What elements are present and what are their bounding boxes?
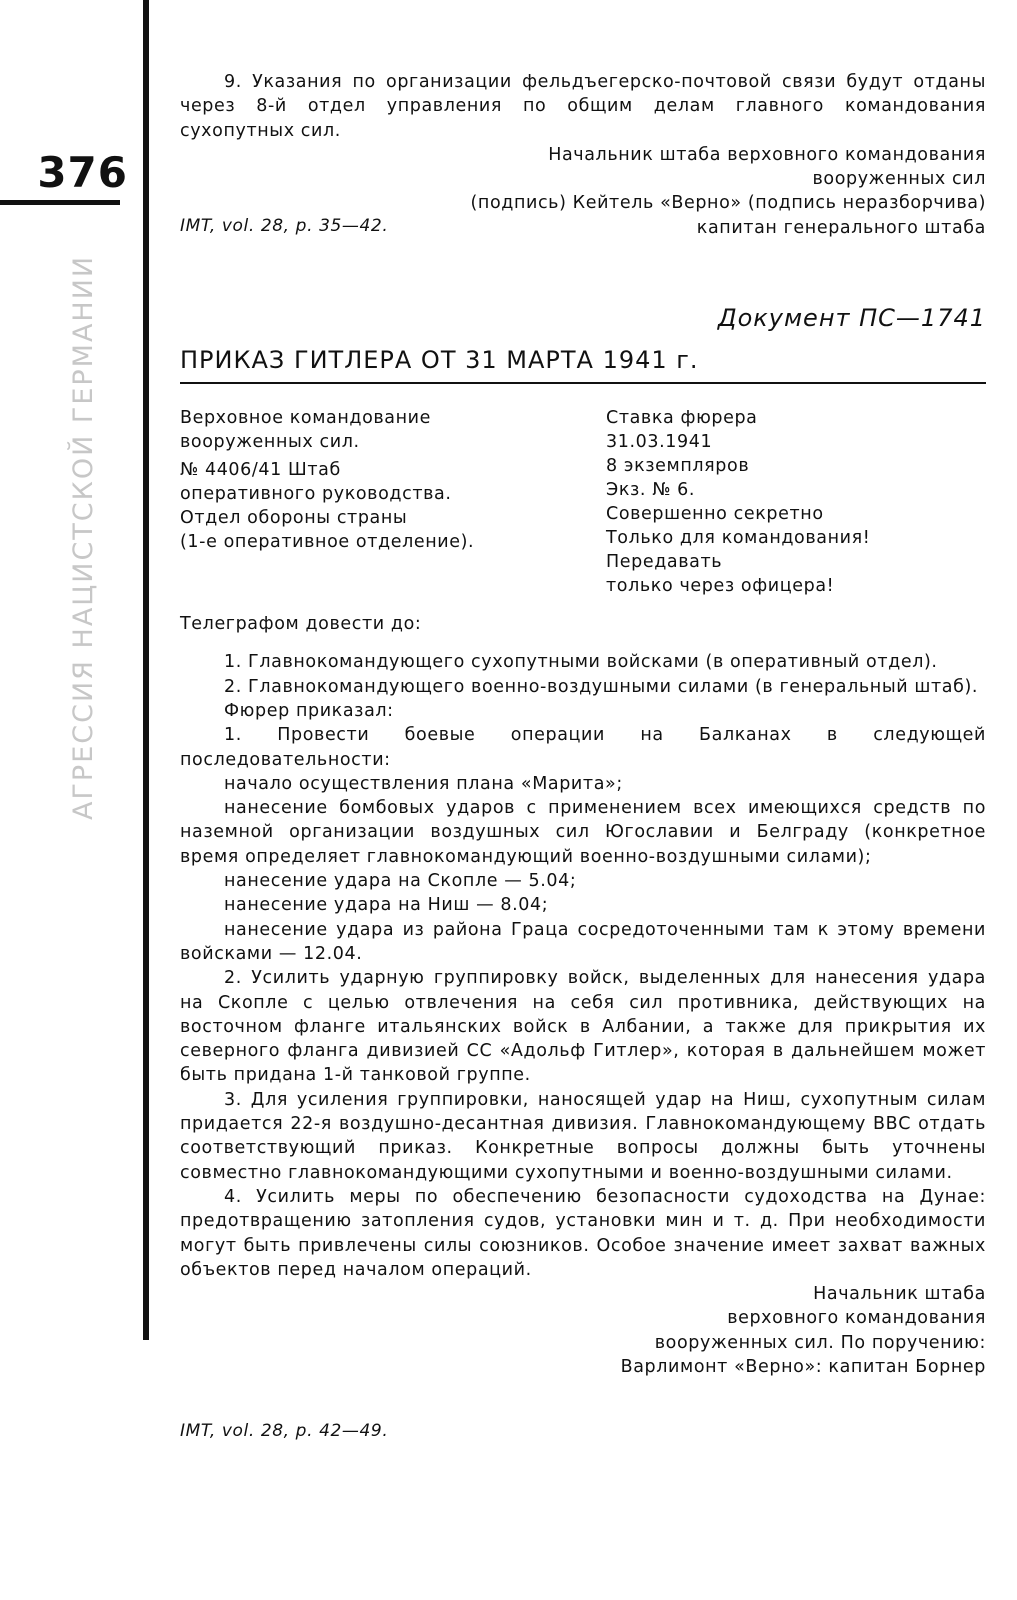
margin-vertical-rule [143,0,149,1340]
page-number: 376 [37,148,128,197]
closing-signature-line: верховного командования [727,1308,986,1329]
order-2: 2. Усилить ударную группировку войск, выделенных для нанесения удара на Скопле с целью отвлечения на себя сил противника, действующих на восточном фланге итальянских войск в Албании, а также для прикрытия их северного фланга дивизией СС «Адольф Гитлер», которая в дальнейшем может быть придана 1-й танковой группе. [180,968,986,1086]
classification-line: Только для командования! [606,528,871,549]
telegram-line: Телеграфом довести до: [180,614,422,635]
classification-line: Экз. № 6. [606,480,696,501]
classification-line: Ставка фюрера [606,408,758,429]
running-title: АГРЕССИЯ НАЦИСТСКОЙ ГЕРМАНИИ [68,254,99,820]
closing-signature-line: вооруженных сил. По поручению: [654,1332,986,1353]
classification-line: 8 экземпляров [606,456,750,477]
document-title: ПРИКАЗ ГИТЛЕРА ОТ 31 МАРТА 1941 г. [180,346,699,375]
closing-signature-line: Варлимонт «Верно»: капитан Борнер [620,1356,986,1377]
sender-line: оперативного руководства. [180,484,452,505]
closing-signature-line: Начальник штаба [813,1284,986,1305]
order-1-step: нанесение удара из района Граца сосредоточенными там к этому времени войсками — 12.04. [180,919,986,964]
document-header [180,406,986,598]
bottom-citation: IMT, vol. 28, p. 42—49. [180,1421,389,1442]
sender-line: № 4406/41 Штаб [180,460,341,481]
signature-line: вооруженных сил [812,169,986,190]
sender-block [180,406,590,598]
sender-line: (1-е оперативное отделение). [180,532,475,553]
recipient-1: 1. Главнокомандующего сухопутными войсками (в оперативный отдел). [224,652,938,673]
sender-line: Отдел обороны страны [180,508,408,529]
closing-signature [180,1282,986,1379]
order-4: 4. Усилить меры по обеспечению безопасности судоходства на Дунае: предотвращению затопления судов, установки мин и т. д. При необходимости могут быть привлечены силы союзников. Особое значение имеет захват важных объектов перед началом операций. [180,1186,986,1280]
signature-line: Начальник штаба верховного командования [548,144,986,165]
classification-line: Совершенно секретно [606,504,824,525]
order-1-step: начало осуществления плана «Марита»; [224,773,623,794]
margin-column [0,0,150,1340]
order-1-step: нанесение удара на Ниш — 8.04; [224,895,549,916]
sender-line: вооруженных сил. [180,432,360,453]
page-number-rule [0,200,120,205]
classification-line: Передавать [606,552,723,573]
page-content [180,70,986,1441]
order-1-step: нанесение удара на Скопле — 5.04; [224,871,577,892]
document-label: Документ ПС—1741 [717,304,986,333]
title-rule [180,382,986,384]
recipient-2: 2. Главнокомандующего военно-воздушными силами (в генеральный штаб). [224,676,979,697]
top-citation: IMT, vol. 28, p. 35—42. [180,216,389,237]
fuhrer-ordered: Фюрер приказал: [224,700,394,721]
classification-line: только через офицера! [606,576,835,597]
sender-line: Верховное командование [180,408,432,429]
order-1: 1. Провести боевые операции на Балканах в следующей последовательности: [180,725,986,770]
order-1-step: нанесение бомбовых ударов с применением всех имеющихся средств по наземной организации воздушных сил Югославии и Белграду (конкретное время определяет главнокомандующий военно-воздушными силами); [180,798,986,867]
classification-line: 31.03.1941 [606,432,713,453]
signature-line: (подпись) Кейтель «Верно» (подпись неразборчива) [470,193,986,214]
paragraph-9: 9. Указания по организации фельдъегерско-почтовой связи будут отданы через 8-й отдел управления по общим делам главного командования сухопутных сил. [180,72,986,141]
signature-line: капитан генерального штаба [696,217,986,238]
order-3: 3. Для усиления группировки, наносящей удар на Ниш, сухопутным силам придается 22-я воздушно-десантная дивизия. Главнокомандующему ВВС отдать соответствующий приказ. Конкретные вопросы должны быть уточнены совместно главнокомандующими сухопутными и военно-воздушными силами. [180,1089,986,1183]
classification-block [606,406,986,598]
